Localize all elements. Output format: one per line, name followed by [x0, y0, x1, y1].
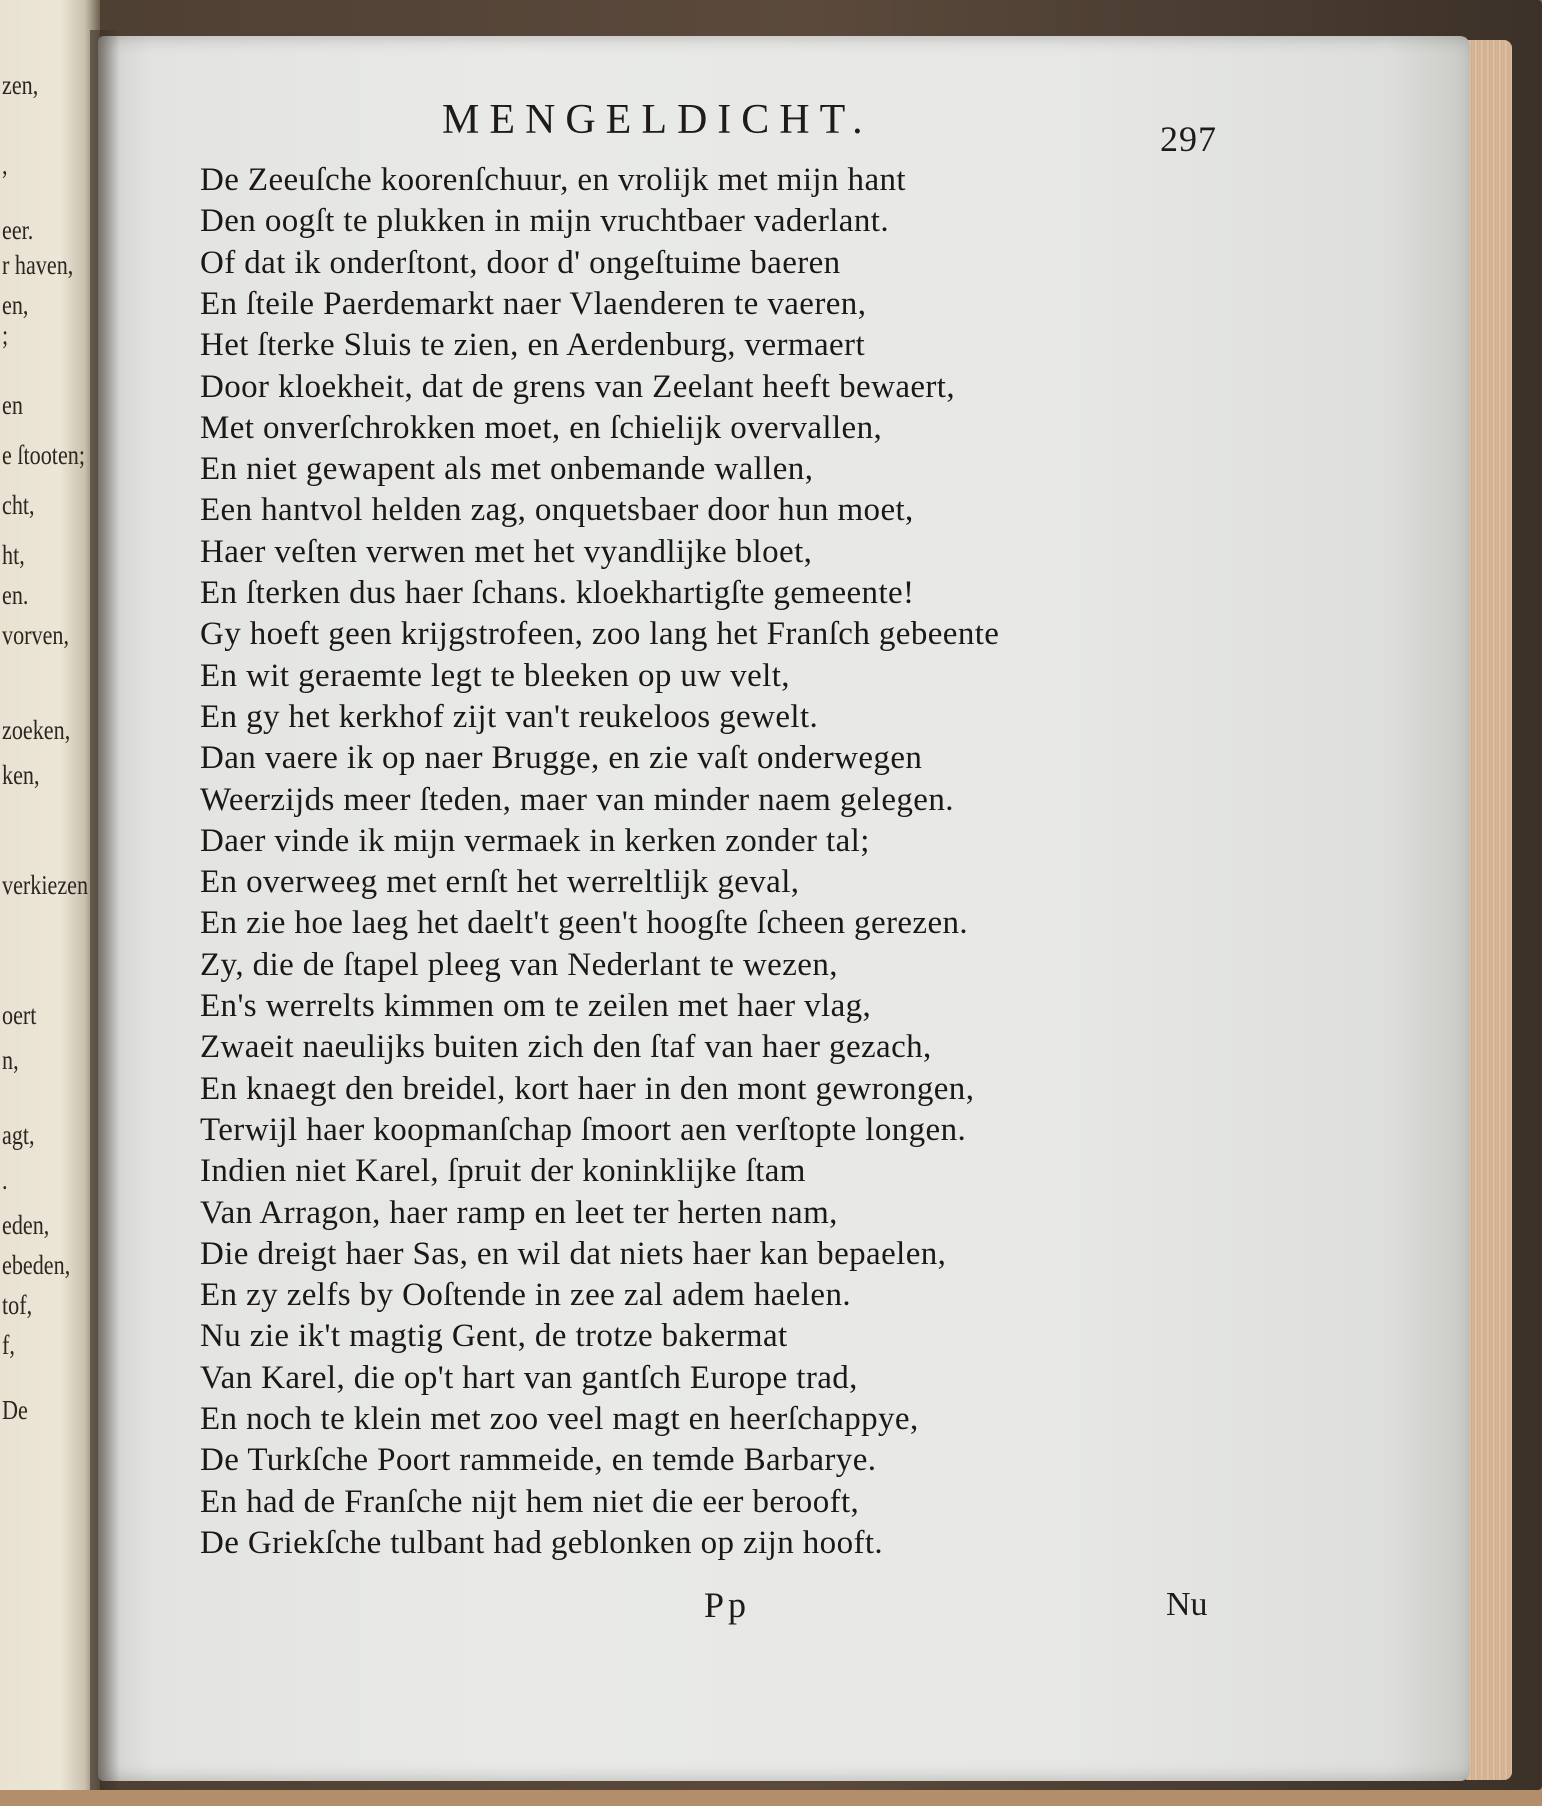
poem-line: Indien niet Karel, ſpruit der koninklijke ſtam: [200, 1153, 806, 1190]
left-page-fragment: ,: [2, 150, 8, 180]
running-head: MENGELDICHT.: [442, 97, 873, 143]
left-page-fragment: e ſtooten;: [2, 440, 86, 470]
left-page-fragment: cht,: [2, 490, 35, 520]
poem-line: Die dreigt haer Sas, en wil dat niets haer kan bepaelen,: [200, 1235, 947, 1272]
poem-line: Terwijl haer koopmanſchap ſmoort aen verſtopte longen.: [200, 1111, 967, 1148]
poem-line: De Zeeuſche koorenſchuur, en vrolijk met mijn hant: [200, 162, 906, 198]
left-page-fragment: oert: [2, 1000, 37, 1030]
poem-line: En zie hoe laeg het daelt't geen't hoogſte ſcheen gerezen.: [200, 905, 969, 942]
poem-line: En zy zelfs by Ooſtende in zee zal adem haelen.: [200, 1277, 852, 1314]
poem-line: Weerzijds meer ſteden, maer van minder naem gelegen.: [200, 781, 954, 818]
left-page-fragment: en: [2, 390, 23, 420]
poem-line: De Turkſche Poort rammeide, en temde Barbarye.: [200, 1442, 877, 1479]
left-page-fragment: ht,: [2, 540, 25, 570]
poem-line: En wit geraemte legt te bleeken op uw velt,: [200, 657, 790, 694]
poem-line: Het ſterke Sluis te zien, en Aerdenburg, vermaert: [200, 327, 866, 364]
poem-line: Zwaeit naeulijks buiten zich den ſtaf van haer gezach,: [200, 1029, 932, 1066]
poem-line: En ſteile Paerdemarkt naer Vlaenderen te vaeren,: [200, 285, 867, 322]
left-page-fragment: verkiezen: [2, 870, 89, 900]
left-page-fragment: eden,: [2, 1210, 50, 1240]
left-page-fragment: n,: [2, 1045, 19, 1075]
poem-line: En niet gewapent als met onbemande wallen,: [200, 451, 814, 488]
signature-mark: Pp: [704, 1585, 751, 1625]
poem-line: Zy, die de ſtapel pleeg van Nederlant te wezen,: [200, 946, 838, 983]
page-number: 297: [1160, 119, 1217, 159]
left-page-fragment: r haven,: [2, 250, 74, 280]
poem-line: Of dat ik onderſtont, door d' ongeſtuime baeren: [200, 244, 841, 281]
spine-shadow: [90, 30, 120, 1790]
poem-line: En had de Franſche nijt hem niet die eer berooft,: [200, 1483, 860, 1520]
left-page-fragment: en.: [2, 580, 29, 610]
poem-line: Dan vaere ik op naer Brugge, en zie vaſt onderwegen: [200, 740, 923, 777]
poem-line: En overweeg met ernſt het werreltlijk geval,: [200, 864, 800, 901]
poem-line: Met onverſchrokken moet, en ſchielijk overvallen,: [200, 409, 883, 446]
poem-line: Gy hoeft geen krijgstrofeen, zoo lang het Franſch gebeente: [200, 616, 1000, 653]
poem-line: Haer veſten verwen met het vyandlijke bloet,: [200, 533, 813, 570]
left-page-fragment: ken,: [2, 760, 40, 790]
left-page-fragment: tof,: [2, 1290, 33, 1320]
poem-line: Nu zie ik't magtig Gent, de trotze bakermat: [200, 1318, 788, 1355]
left-page-fragment: ;: [2, 320, 9, 350]
left-page-fragment: eer.: [2, 215, 34, 245]
left-page-fragment: .: [2, 1165, 8, 1195]
poem-line: Den oogſt te plukken in mijn vruchtbaer vaderlant.: [200, 203, 889, 240]
page-edges: [1466, 40, 1512, 1780]
poem-line: Van Karel, die op't hart van gantſch Europe trad,: [200, 1359, 858, 1396]
poem-line: De Griekſche tulbant had geblonken op zijn hooft.: [200, 1524, 884, 1561]
left-page-fragment: en,: [2, 290, 29, 320]
left-page-fragment: ebeden,: [2, 1250, 71, 1280]
poem-line: Daer vinde ik mijn vermaek in kerken zonder tal;: [200, 822, 870, 859]
left-page-fragment: vorven,: [2, 620, 70, 650]
catchword: Nu: [1166, 1586, 1208, 1623]
left-page-fragment: zen,: [2, 70, 39, 100]
poem-line: En's werrelts kimmen om te zeilen met haer vlag,: [200, 988, 872, 1024]
poem-line: Van Arragon, haer ramp en leet ter herten nam,: [200, 1194, 838, 1231]
left-page-fragment: zoeken,: [2, 715, 71, 745]
poem-line: En gy het kerkhof zijt van't reukeloos gewelt.: [200, 698, 819, 735]
poem-line: Door kloekheit, dat de grens van Zeelant heeft bewaert,: [200, 368, 956, 405]
left-page-fragment: De: [2, 1395, 28, 1425]
left-page: [0, 0, 100, 1790]
poem-line: En noch te klein met zoo veel magt en heerſchappye,: [200, 1401, 919, 1437]
left-page-fragment: agt,: [2, 1120, 35, 1150]
left-page-fragment: f,: [2, 1330, 15, 1360]
poem-line: En knaegt den breidel, kort haer in den mont gewrongen,: [200, 1070, 975, 1107]
poem-line: En ſterken dus haer ſchans. kloekhartigſte gemeente!: [200, 575, 915, 611]
poem-line: Een hantvol helden zag, onquetsbaer door hun moet,: [200, 492, 914, 529]
